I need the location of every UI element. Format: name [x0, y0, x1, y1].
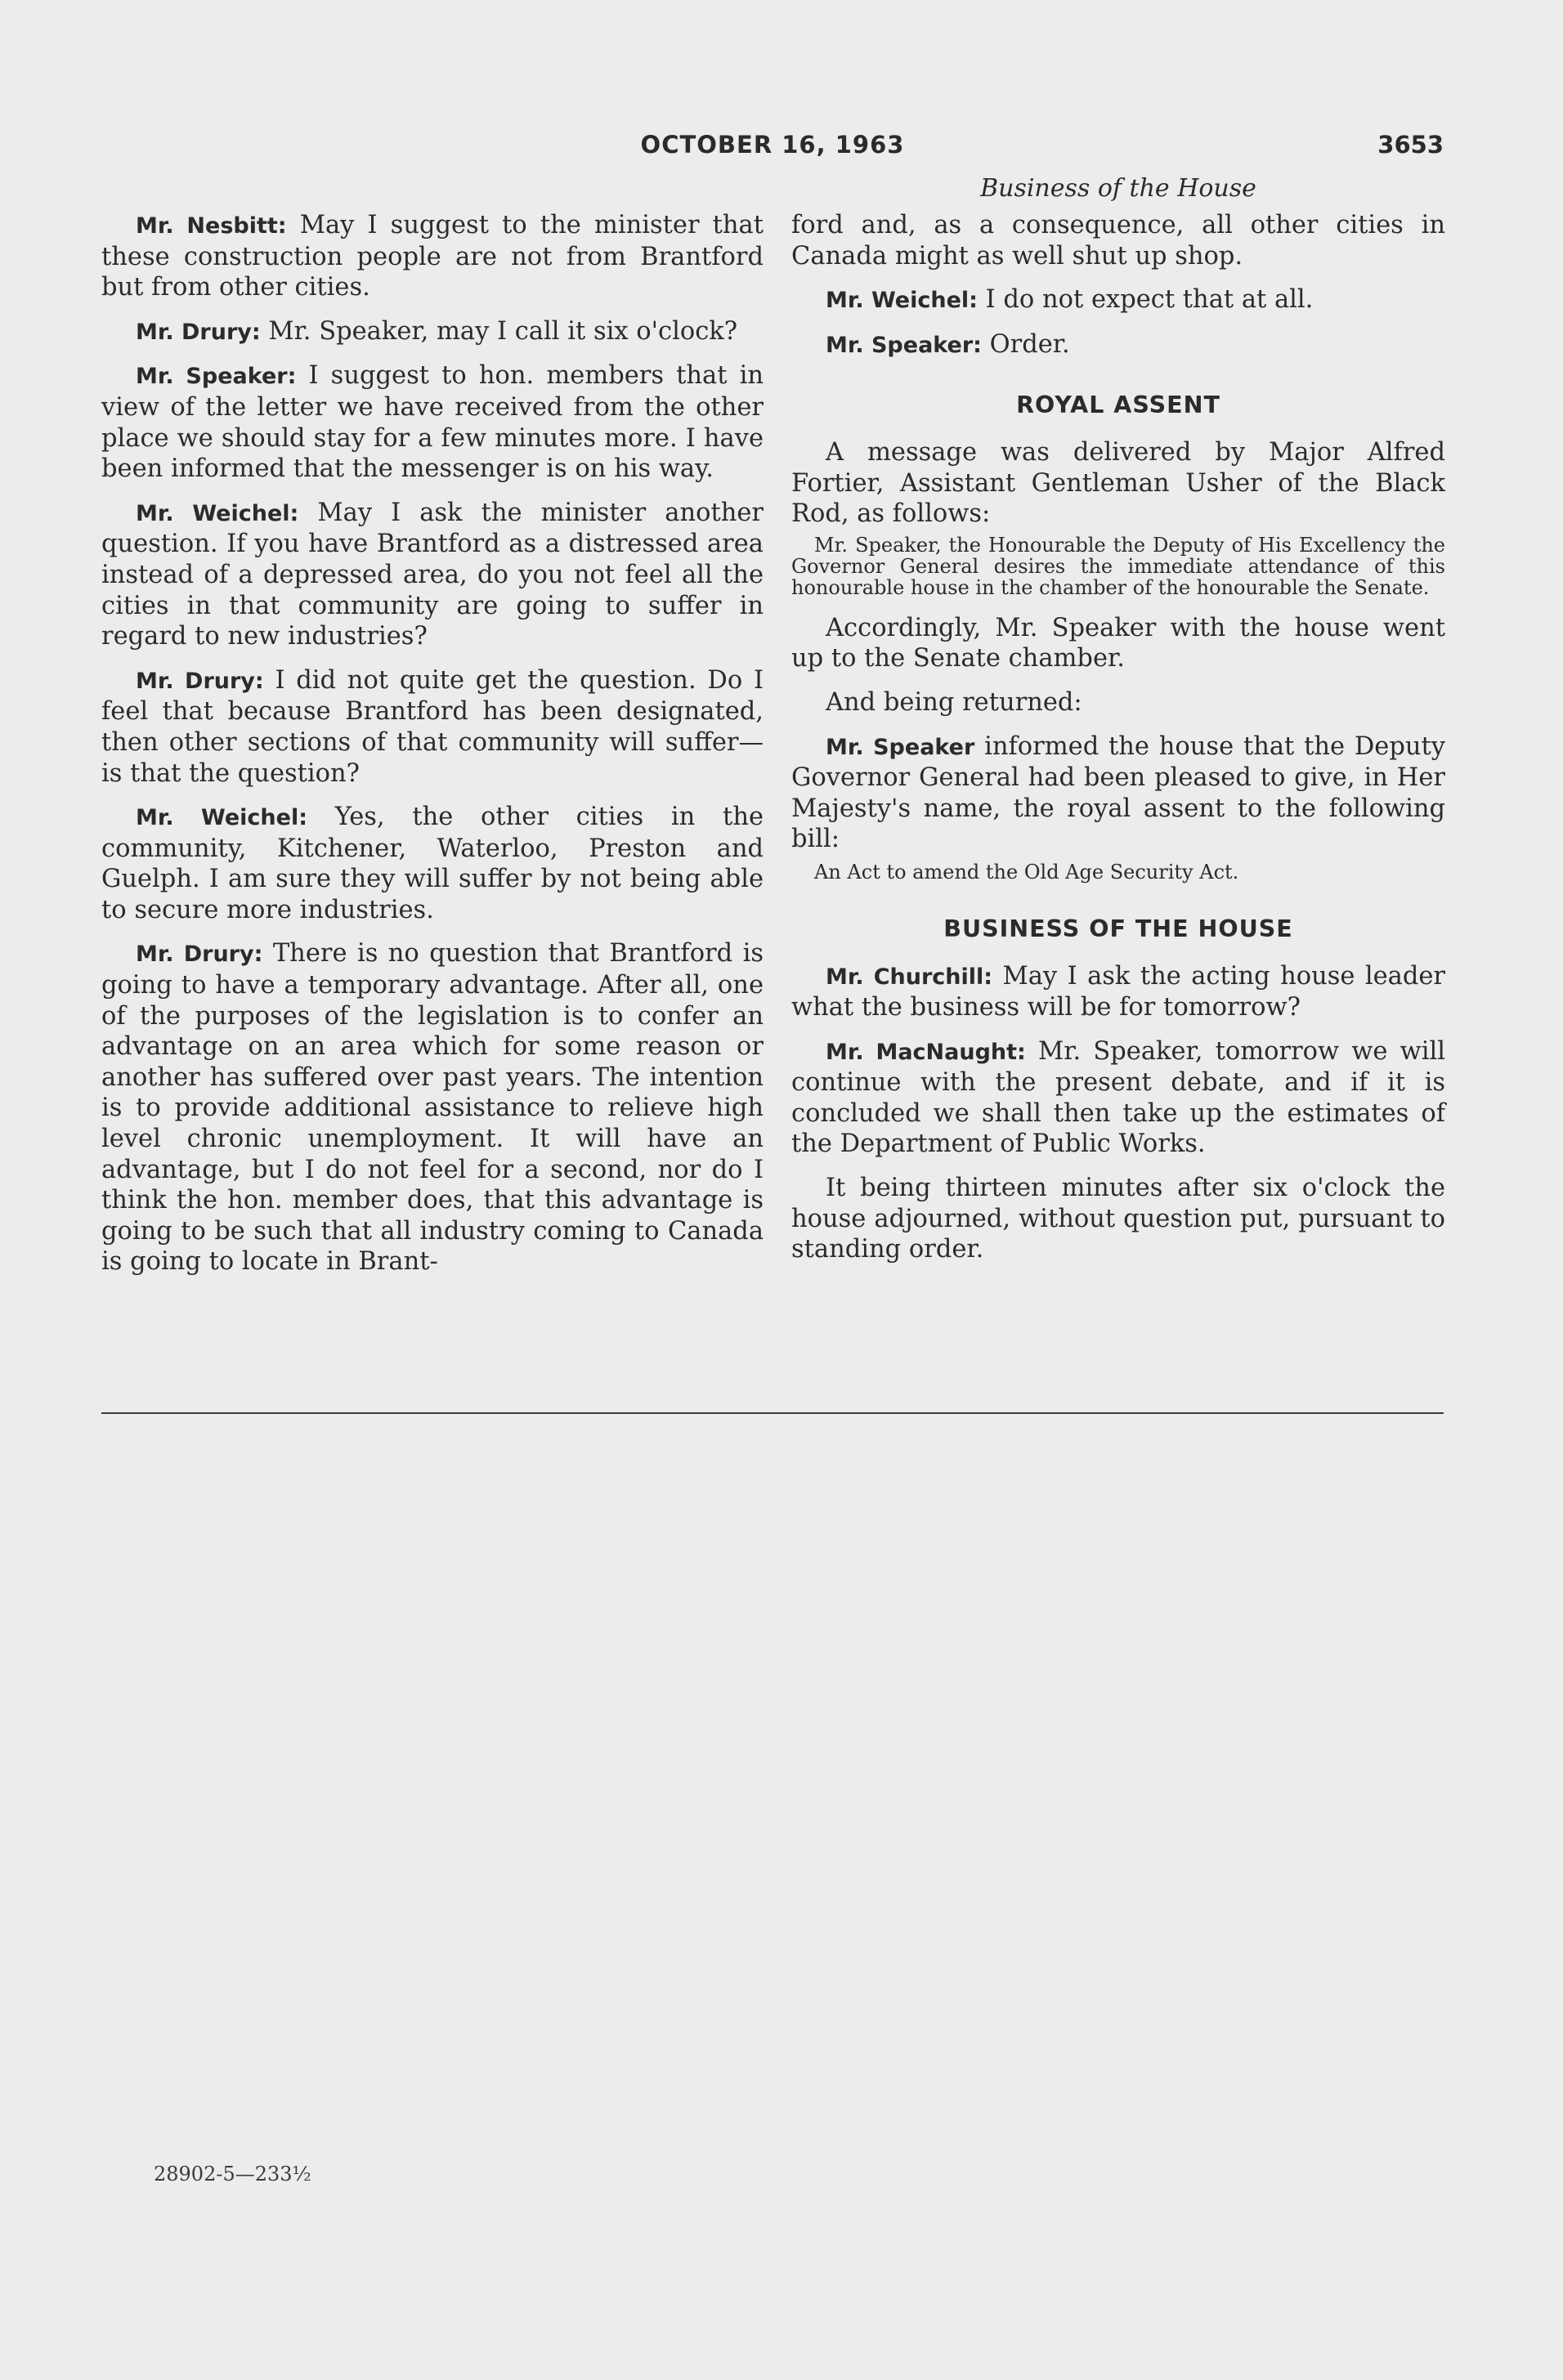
- speaker-name: Mr. Speaker:: [136, 364, 297, 390]
- paragraph: [791, 1036, 1445, 1160]
- horizontal-rule: [101, 1412, 1444, 1414]
- paragraph: [791, 284, 1445, 316]
- returned-paragraph: And being returned:: [826, 687, 1082, 717]
- speech-text: informed the house that the Deputy Governor General had been pleased to give, in Her Majesty's name, the royal assent to the following bill:: [791, 731, 1446, 854]
- page-date: OCTOBER 16, 1963: [640, 131, 905, 159]
- business-heading: BUSINESS OF THE HOUSE: [943, 915, 1293, 942]
- paragraph: [101, 316, 764, 348]
- message-quote: Mr. Speaker, the Honourable the Deputy of His Excellency the Governor General desires the immediate attendance of this honourable house in the chamber of the honourable the Senate.: [791, 533, 1445, 599]
- paragraph: [101, 938, 764, 1277]
- speech-text: May I ask the acting house leader what the business will be for tomorrow?: [791, 961, 1445, 1022]
- speaker-name: Mr. Speaker: [826, 734, 975, 760]
- speaker-name: Mr. Weichel:: [826, 288, 978, 314]
- paragraph: [101, 802, 764, 925]
- paragraph: [791, 961, 1445, 1023]
- speech-text: There is no question that Brantford is going to have a temporary advantage. After all, one of the purposes of the legislation is to confer an advantage on an area which for some reason or another has suffered over past years. The intention is to provide additional assistance to relieve high level chronic unemployment. It will have an advantage, but I do not feel for a second, nor do I think the hon. member does, that this advantage is going to be such that all industry coming to Canada is going to locate in Brant-: [101, 939, 764, 1277]
- paragraph: [101, 665, 764, 789]
- speaker-name: Mr. Weichel:: [136, 500, 299, 526]
- royal-assent-heading: ROYAL ASSENT: [1016, 391, 1220, 419]
- continuation-paragraph: ford and, as a consequence, all other cities in Canada might as well shut up shop.: [791, 211, 1445, 271]
- paragraph: [101, 210, 764, 303]
- page-number: 3653: [1377, 131, 1444, 159]
- right-column: [791, 210, 1445, 1265]
- speech-text: I suggest to hon. members that in view of the letter we have received from the other place we should stay for a few minutes more. I have been informed that the messenger is on his way.: [101, 361, 764, 484]
- speaker-name: Mr. Drury:: [136, 942, 263, 968]
- adjourned-paragraph: It being thirteen minutes after six o'clock the house adjourned, without question put, pursuant to standing order.: [791, 1174, 1445, 1264]
- paragraph: [101, 498, 764, 652]
- footer-code: 28902-5—233½: [154, 2163, 311, 2185]
- speech-text: Mr. Speaker, tomorrow we will continue with the present debate, and if it is concluded we shall then take up the estimates of the Department of Public Works.: [791, 1036, 1446, 1159]
- bill-title: An Act to amend the Old Age Security Act.: [814, 860, 1239, 884]
- speech-text: I do not expect that at all.: [977, 285, 1314, 315]
- paragraph: [101, 360, 764, 484]
- speaker-name: Mr. Churchill:: [826, 964, 993, 990]
- paragraph: [791, 329, 1445, 361]
- running-head: Business of the House: [980, 174, 1256, 203]
- speaker-name: Mr. Drury:: [136, 668, 264, 694]
- left-column: [101, 210, 764, 1277]
- speech-text: Yes, the other cities in the community, Kitchener, Waterloo, Preston and Guelph. I am sure they will suffer by not being able to secure more industries.: [101, 803, 764, 924]
- speech-text: Order.: [981, 329, 1070, 359]
- accordingly-paragraph: Accordingly, Mr. Speaker with the house went up to the Senate chamber.: [791, 613, 1445, 673]
- paragraph: [791, 731, 1445, 855]
- speech-text: I did not quite get the question. Do I feel that because Brantford has been designated, then other sections of that community will suffer—is that the question?: [101, 665, 764, 788]
- speech-text: May I ask the minister another question. If you have Brantford as a distressed area instead of a depressed area, do you not feel all the cities in that community are going to suffer in regard to new industries?: [101, 498, 764, 651]
- speaker-name: Mr. Drury:: [136, 319, 261, 345]
- speaker-name: Mr. MacNaught:: [826, 1039, 1026, 1065]
- speaker-name: Mr. Nesbitt:: [136, 213, 287, 239]
- speech-text: May I suggest to the minister that these construction people are not from Brantford but from other cities.: [101, 211, 764, 302]
- speaker-name: Mr. Weichel:: [136, 805, 308, 831]
- speaker-name: Mr. Speaker:: [826, 332, 982, 358]
- message-intro: A message was delivered by Major Alfred Fortier, Assistant Gentleman Usher of the Black Rod, as follows:: [791, 437, 1445, 529]
- speech-text: Mr. Speaker, may I call it six o'clock?: [260, 316, 738, 346]
- page-header: [101, 131, 1444, 172]
